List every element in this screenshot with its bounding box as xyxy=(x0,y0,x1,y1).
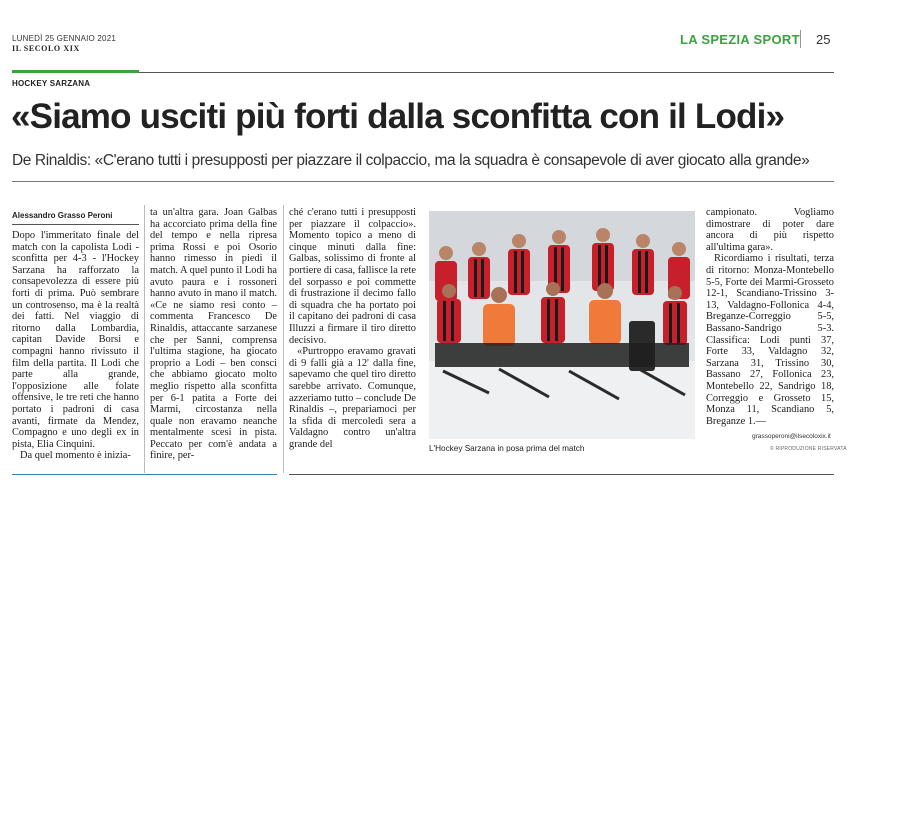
bottom-rule xyxy=(289,474,834,475)
article-column-1 xyxy=(12,230,139,462)
page-date: LUNEDÌ 25 GENNAIO 2021 xyxy=(12,34,116,43)
article-column-2 xyxy=(150,207,277,462)
newspaper-name: IL SECOLO XIX xyxy=(12,44,80,53)
article-subheadline: De Rinaldis: «C'erano tutti i presupposti per piazzare il colpaccio, ma la squadra è consapevole di aver giocato alla grande» xyxy=(12,152,810,169)
paragraph: campionato. Vogliamo dimostrare di poter dare ancora di più rispetto all'ultima gara». xyxy=(706,207,834,253)
article-column-4 xyxy=(706,207,834,427)
byline-rule xyxy=(12,224,139,225)
section-title: LA SPEZIA SPORT xyxy=(680,32,800,47)
header-divider xyxy=(800,30,801,48)
paragraph: «Purtroppo eravamo gravati di 9 falli già a 12' dalla fine, sapevamo che quel tiro diretto sarebbe arrivato. Comunque, azzeriamo tutto – conclude De Rinaldis –, prepariamoci per la sfida di mercoledì sera a Valdagno contro un'altra grande del xyxy=(289,346,416,450)
page-number: 25 xyxy=(816,32,831,47)
paragraph: Ricordiamo i risultati, terza di ritorno: Monza-Montebello 5-5, Forte dei Marmi-Grosseto 12-1, Scandiano-Trissino 3-13, Valdagno-Follonica 4-4, Breganze-Correggio 5-5, Bassano-Sandrigo 5-3. Classifica: Lodi punti 37, Forte 33, Valdagno 32, Sarzana 31, Trissino 30, Bassano 27, Follonica 23, Montebello 22, Sandrigo 18, Correggio e Grosseto 15, Monza 11, Scandiano 5, Breganze 1.— xyxy=(706,253,834,427)
article-kicker: HOCKEY SARZANA xyxy=(12,79,91,88)
copyright-notice: © RIPRODUZIONE RISERVATA xyxy=(770,446,847,452)
article-byline: Alessandro Grasso Peroni xyxy=(12,211,113,220)
headline-rule xyxy=(12,181,834,182)
team-photo xyxy=(429,211,695,439)
column-divider xyxy=(283,205,284,473)
column-divider xyxy=(144,205,145,473)
article-headline: «Siamo usciti più forti dalla sconfitta con il Lodi» xyxy=(11,97,785,136)
author-email: grassoperoni@ilsecoloxix.it xyxy=(752,433,831,440)
bottom-rule xyxy=(12,474,277,475)
paragraph: ta un'altra gara. Joan Galbas ha accorciato prima della fine del tempo e nella ripresa prima Rossi e poi Osorio hanno rimesso in piedi il match. A quel punto il Lodi ha avuto paura e i rossoneri hanno avuto in mano il match. «Ce ne siamo resi conto – commenta Francesco De Rinaldis, attaccante sarzanese che per Sanni, comprensa l'ultima stagione, ha giocato proprio a Lodi – ben consci che abbiamo giocato molto meglio rispetto alla sconfitta per 6-1 patita a Forte dei Marmi, circostanza nella quale non eravamo neanche mentalmente scesi in pista. Peccato per com'è andata a finire, per- xyxy=(150,207,277,462)
paragraph: Dopo l'immeritato finale del match con la capolista Lodi - sconfitta per 4-3 - l'Hockey Sarzana ha rafforzato la consapevolezza di essere più forti di prima. Può sembrare un controsenso, ma è la realtà dei fatti. Nel viaggio di ritorno dalla Lombardia, capitan Davide Borsi e compagni hanno rivissuto il film della partita. Il Lodi che parte alla grande, l'opposizione alle folate offensive, le tre reti che hanno portato i padroni di casa avanti, firmate da Mendez, Compagno e uno degli ex in pista, Elia Cinquini. xyxy=(12,230,139,450)
kicker-accent-bar xyxy=(12,70,139,73)
photo-caption: L'Hockey Sarzana in posa prima del match xyxy=(429,444,585,453)
article-column-3 xyxy=(289,207,416,450)
paragraph: Da quel momento è inizia- xyxy=(20,450,131,462)
paragraph: ché c'erano tutti i presupposti per piazzare il colpaccio». Momento topico a meno di cinque minuti dalla fine: Galbas, solissimo di fronte al portiere di casa, fallisce la rete del sorpasso e poi commette di frustrazione il decimo fallo di squadra che ha portato poi il capitano dei padroni di casa Illuzzi a firmare il tiro diretto decisivo. xyxy=(289,207,416,346)
team-photo-illustration xyxy=(429,211,695,439)
